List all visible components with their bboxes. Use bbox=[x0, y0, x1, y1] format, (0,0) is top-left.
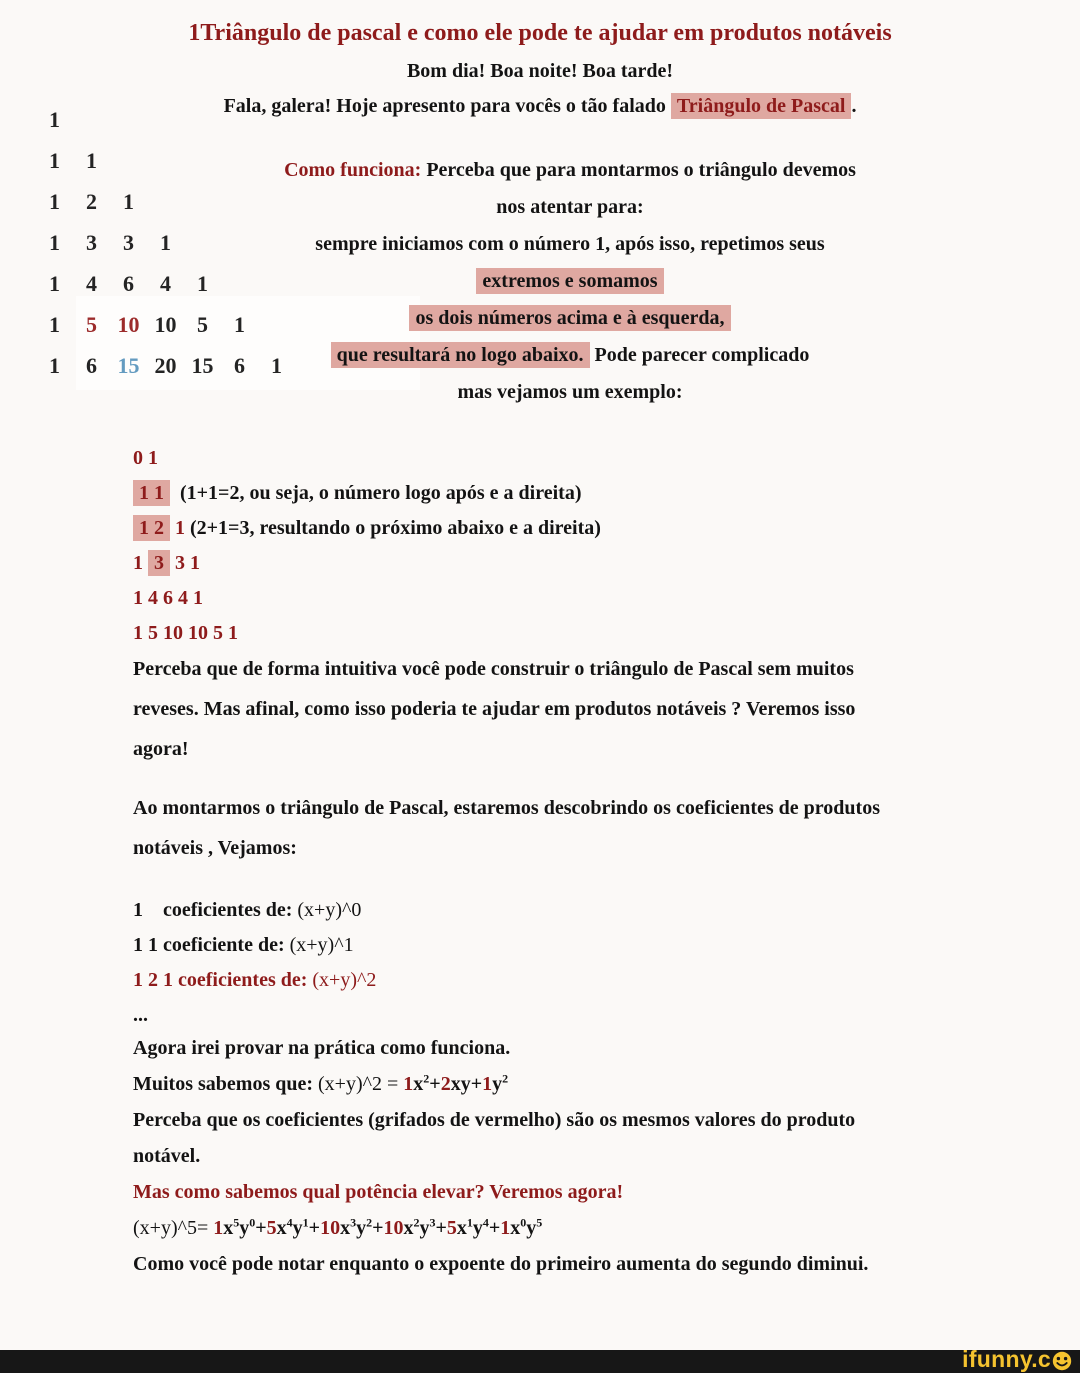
paragraph-line: Perceba que de forma intuitiva você pode construir o triângulo de Pascal sem muitos bbox=[133, 658, 854, 680]
formula-exponent: 5 bbox=[233, 1215, 240, 1230]
howto-heading: Como funciona: bbox=[284, 159, 422, 181]
triangle-number: 1 bbox=[49, 311, 60, 337]
practice-block bbox=[133, 1030, 868, 1282]
formula-exponent: 5 bbox=[536, 1215, 543, 1230]
formula5-terms bbox=[213, 1217, 542, 1239]
howto-highlight-1: extremos e somamos bbox=[476, 268, 663, 294]
smiley-icon bbox=[1052, 1351, 1072, 1371]
triangle-number: 3 bbox=[123, 229, 134, 255]
coeff-formula: (x+y)^0 bbox=[297, 899, 362, 921]
formula-variable: x bbox=[456, 1217, 467, 1239]
example-row-1 bbox=[133, 476, 601, 511]
paragraph-line: reveses. Mas afinal, como isso poderia te ajudar em produtos notáveis ? Veremos isso bbox=[133, 698, 856, 720]
formula-variable: y bbox=[492, 1073, 503, 1095]
triangle-number: 10 bbox=[117, 311, 140, 337]
example-row-3-highlight: 3 bbox=[148, 550, 170, 576]
formula-exponent: 1 bbox=[302, 1215, 309, 1230]
example-row-2 bbox=[133, 511, 601, 546]
example-row-1-highlight: 1 1 bbox=[133, 480, 170, 506]
coeff-label: coeficiente de: bbox=[163, 934, 290, 956]
formula-exponent: 2 bbox=[366, 1215, 373, 1230]
formula-exponent: 3 bbox=[429, 1215, 436, 1230]
formula-coefficient: 10 bbox=[383, 1217, 404, 1239]
formula-coefficient: 10 bbox=[320, 1217, 341, 1239]
formula-plus: + bbox=[470, 1073, 483, 1095]
paragraph-line: Ao montarmos o triângulo de Pascal, estaremos descobrindo os coeficientes de produtos bbox=[133, 797, 880, 819]
intro-highlight: Triângulo de Pascal bbox=[671, 93, 852, 119]
triangle-number: 2 bbox=[86, 188, 97, 214]
coeff-numbers: 1 1 bbox=[133, 934, 163, 956]
coeff-row-2 bbox=[133, 963, 376, 998]
ifunny-watermark bbox=[962, 1346, 1072, 1373]
formula-variable: xy bbox=[450, 1073, 471, 1095]
triangle-number: 1 bbox=[49, 188, 60, 214]
formula5-lhs: (x+y)^5= bbox=[133, 1217, 214, 1239]
formula-exponent: 1 bbox=[466, 1215, 473, 1230]
formula-variable: y bbox=[239, 1217, 250, 1239]
formula-plus: + bbox=[429, 1073, 441, 1095]
coeff-label: coeficientes de: bbox=[163, 899, 298, 921]
howto-line-7: mas vejamos um exemplo: bbox=[457, 381, 683, 403]
example-row-0: 0 1 bbox=[133, 447, 158, 469]
example-row-5: 1 5 10 10 5 1 bbox=[133, 622, 238, 644]
howto-line-2: nos atentar para: bbox=[496, 196, 644, 218]
triangle-number: 1 bbox=[234, 311, 245, 337]
triangle-number: 3 bbox=[86, 229, 97, 255]
ifunny-text: ifunny.c bbox=[962, 1346, 1051, 1372]
formula-variable: x bbox=[403, 1217, 414, 1239]
formula-exponent: 0 bbox=[520, 1215, 527, 1230]
practice-formula-2 bbox=[133, 1066, 868, 1102]
coeff-ellipsis: ... bbox=[133, 1004, 148, 1026]
paragraph-line: notáveis , Vejamos: bbox=[133, 837, 297, 859]
triangle-number: 1 bbox=[49, 147, 60, 173]
triangle-number: 4 bbox=[160, 270, 171, 296]
triangle-number: 1 bbox=[49, 106, 60, 132]
formula-coefficient: 2 bbox=[440, 1073, 451, 1095]
triangle-number: 1 bbox=[197, 270, 208, 296]
formula-plus: + bbox=[435, 1217, 447, 1239]
practice-line-6: Como você pode notar enquanto o expoente do primeiro aumenta do segundo diminui. bbox=[133, 1253, 869, 1275]
intro-period: . bbox=[851, 95, 857, 117]
howto-block bbox=[170, 152, 970, 411]
formula-variable: y bbox=[292, 1217, 303, 1239]
formula-plus: + bbox=[488, 1217, 501, 1239]
example-row-3 bbox=[133, 546, 601, 581]
formula-plus: + bbox=[308, 1217, 321, 1239]
triangle-number: 6 bbox=[234, 352, 245, 378]
howto-line-6-text: Pode parecer complicado bbox=[589, 344, 810, 366]
coeff-formula: (x+y)^2 bbox=[312, 969, 377, 991]
triangle-number: 1 bbox=[160, 229, 171, 255]
practice-line-3a: Perceba que os coeficientes (grifados de vermelho) são os mesmos valores do produto bbox=[133, 1109, 856, 1131]
paragraph-intuitive bbox=[133, 649, 855, 769]
coeff-row-0 bbox=[133, 893, 376, 928]
intro-prefix: Fala, galera! Hoje apresento para vocês o tão falado bbox=[223, 95, 671, 117]
ifunny-footer-bar bbox=[0, 1350, 1080, 1373]
triangle-number: 20 bbox=[154, 352, 177, 378]
formula-exponent: 2 bbox=[502, 1071, 509, 1086]
greeting-text: Bom dia! Boa noite! Boa tarde! bbox=[406, 60, 674, 82]
coeff-numbers: 1 bbox=[133, 899, 163, 921]
formula2-label: Muitos sabemos que: bbox=[133, 1073, 319, 1095]
practice-formula-5 bbox=[133, 1210, 868, 1246]
paragraph-line: agora! bbox=[133, 738, 189, 760]
howto-line-4 bbox=[170, 263, 970, 300]
formula-variable: x bbox=[510, 1217, 521, 1239]
formula-coefficient: 1 bbox=[403, 1073, 414, 1095]
practice-line-1: Agora irei provar na prática como funciona. bbox=[133, 1037, 511, 1059]
practice-question: Mas como sabemos qual potência elevar? Veremos agora! bbox=[133, 1181, 624, 1203]
triangle-number: 15 bbox=[117, 352, 140, 378]
formula-variable: y bbox=[472, 1217, 483, 1239]
formula-variable: x bbox=[223, 1217, 234, 1239]
formula-exponent: 2 bbox=[423, 1071, 430, 1086]
triangle-row bbox=[36, 99, 295, 140]
example-row-2-number: 1 bbox=[170, 517, 190, 539]
formula-coefficient: 5 bbox=[446, 1217, 457, 1239]
formula-variable: x bbox=[340, 1217, 351, 1239]
formula-variable: y bbox=[526, 1217, 537, 1239]
coeff-row-1 bbox=[133, 928, 376, 963]
triangle-number: 1 bbox=[49, 352, 60, 378]
formula-variable: x bbox=[276, 1217, 287, 1239]
formula-variable: y bbox=[419, 1217, 430, 1239]
example-row-3-a: 1 bbox=[133, 552, 148, 574]
paragraph-coefficients-intro bbox=[133, 788, 880, 868]
formula-plus: + bbox=[372, 1217, 384, 1239]
example-row-1-text: (1+1=2, ou seja, o número logo após e a direita) bbox=[170, 482, 582, 504]
coeff-numbers: 1 2 1 bbox=[133, 969, 178, 991]
triangle-number: 1 bbox=[49, 229, 60, 255]
howto-line-3: sempre iniciamos com o número 1, após isso, repetimos seus bbox=[315, 233, 825, 255]
triangle-number: 1 bbox=[86, 147, 97, 173]
triangle-number: 1 bbox=[49, 270, 60, 296]
triangle-number: 1 bbox=[271, 352, 282, 378]
formula-coefficient: 1 bbox=[213, 1217, 224, 1239]
page-title: 1Triângulo de pascal e como ele pode te ajudar em produtos notáveis bbox=[188, 20, 892, 46]
triangle-number: 5 bbox=[197, 311, 208, 337]
formula-coefficient: 1 bbox=[500, 1217, 511, 1239]
formula-coefficient: 1 bbox=[482, 1073, 493, 1095]
howto-line-5 bbox=[170, 300, 970, 337]
formula2-lhs: (x+y)^2 = bbox=[318, 1073, 404, 1095]
formula-exponent: 4 bbox=[482, 1215, 489, 1230]
formula-coefficient: 5 bbox=[266, 1217, 277, 1239]
example-row-3-b: 3 1 bbox=[170, 552, 200, 574]
formula-plus: + bbox=[255, 1217, 267, 1239]
howto-highlight-2: os dois números acima e à esquerda, bbox=[409, 305, 730, 331]
triangle-number: 6 bbox=[86, 352, 97, 378]
coefficients-block bbox=[133, 893, 376, 1033]
triangle-number: 6 bbox=[123, 270, 134, 296]
howto-line-6 bbox=[170, 337, 970, 374]
example-block bbox=[133, 441, 601, 651]
example-row-2-highlight: 1 2 bbox=[133, 515, 170, 541]
triangle-number: 1 bbox=[123, 188, 134, 214]
coeff-label: coeficientes de: bbox=[178, 969, 313, 991]
coeff-formula: (x+y)^1 bbox=[289, 934, 354, 956]
formula-variable: x bbox=[413, 1073, 424, 1095]
triangle-number: 5 bbox=[86, 311, 97, 337]
example-row-2-text: (2+1=3, resultando o próximo abaixo e a direita) bbox=[190, 517, 601, 539]
formula-exponent: 4 bbox=[286, 1215, 293, 1230]
formula2-terms bbox=[403, 1073, 508, 1095]
practice-line-3b: notável. bbox=[133, 1145, 201, 1167]
howto-line-1 bbox=[170, 152, 970, 189]
triangle-number: 15 bbox=[191, 352, 214, 378]
howto-line-1-text: Perceba que para montarmos o triângulo devemos bbox=[421, 159, 856, 181]
howto-highlight-3: que resultará no logo abaixo. bbox=[331, 342, 590, 368]
triangle-number: 4 bbox=[86, 270, 97, 296]
formula-variable: y bbox=[356, 1217, 367, 1239]
triangle-number: 10 bbox=[154, 311, 177, 337]
formula-exponent: 0 bbox=[249, 1215, 256, 1230]
formula-exponent: 2 bbox=[413, 1215, 420, 1230]
formula-exponent: 3 bbox=[350, 1215, 357, 1230]
example-row-4: 1 4 6 4 1 bbox=[133, 587, 203, 609]
